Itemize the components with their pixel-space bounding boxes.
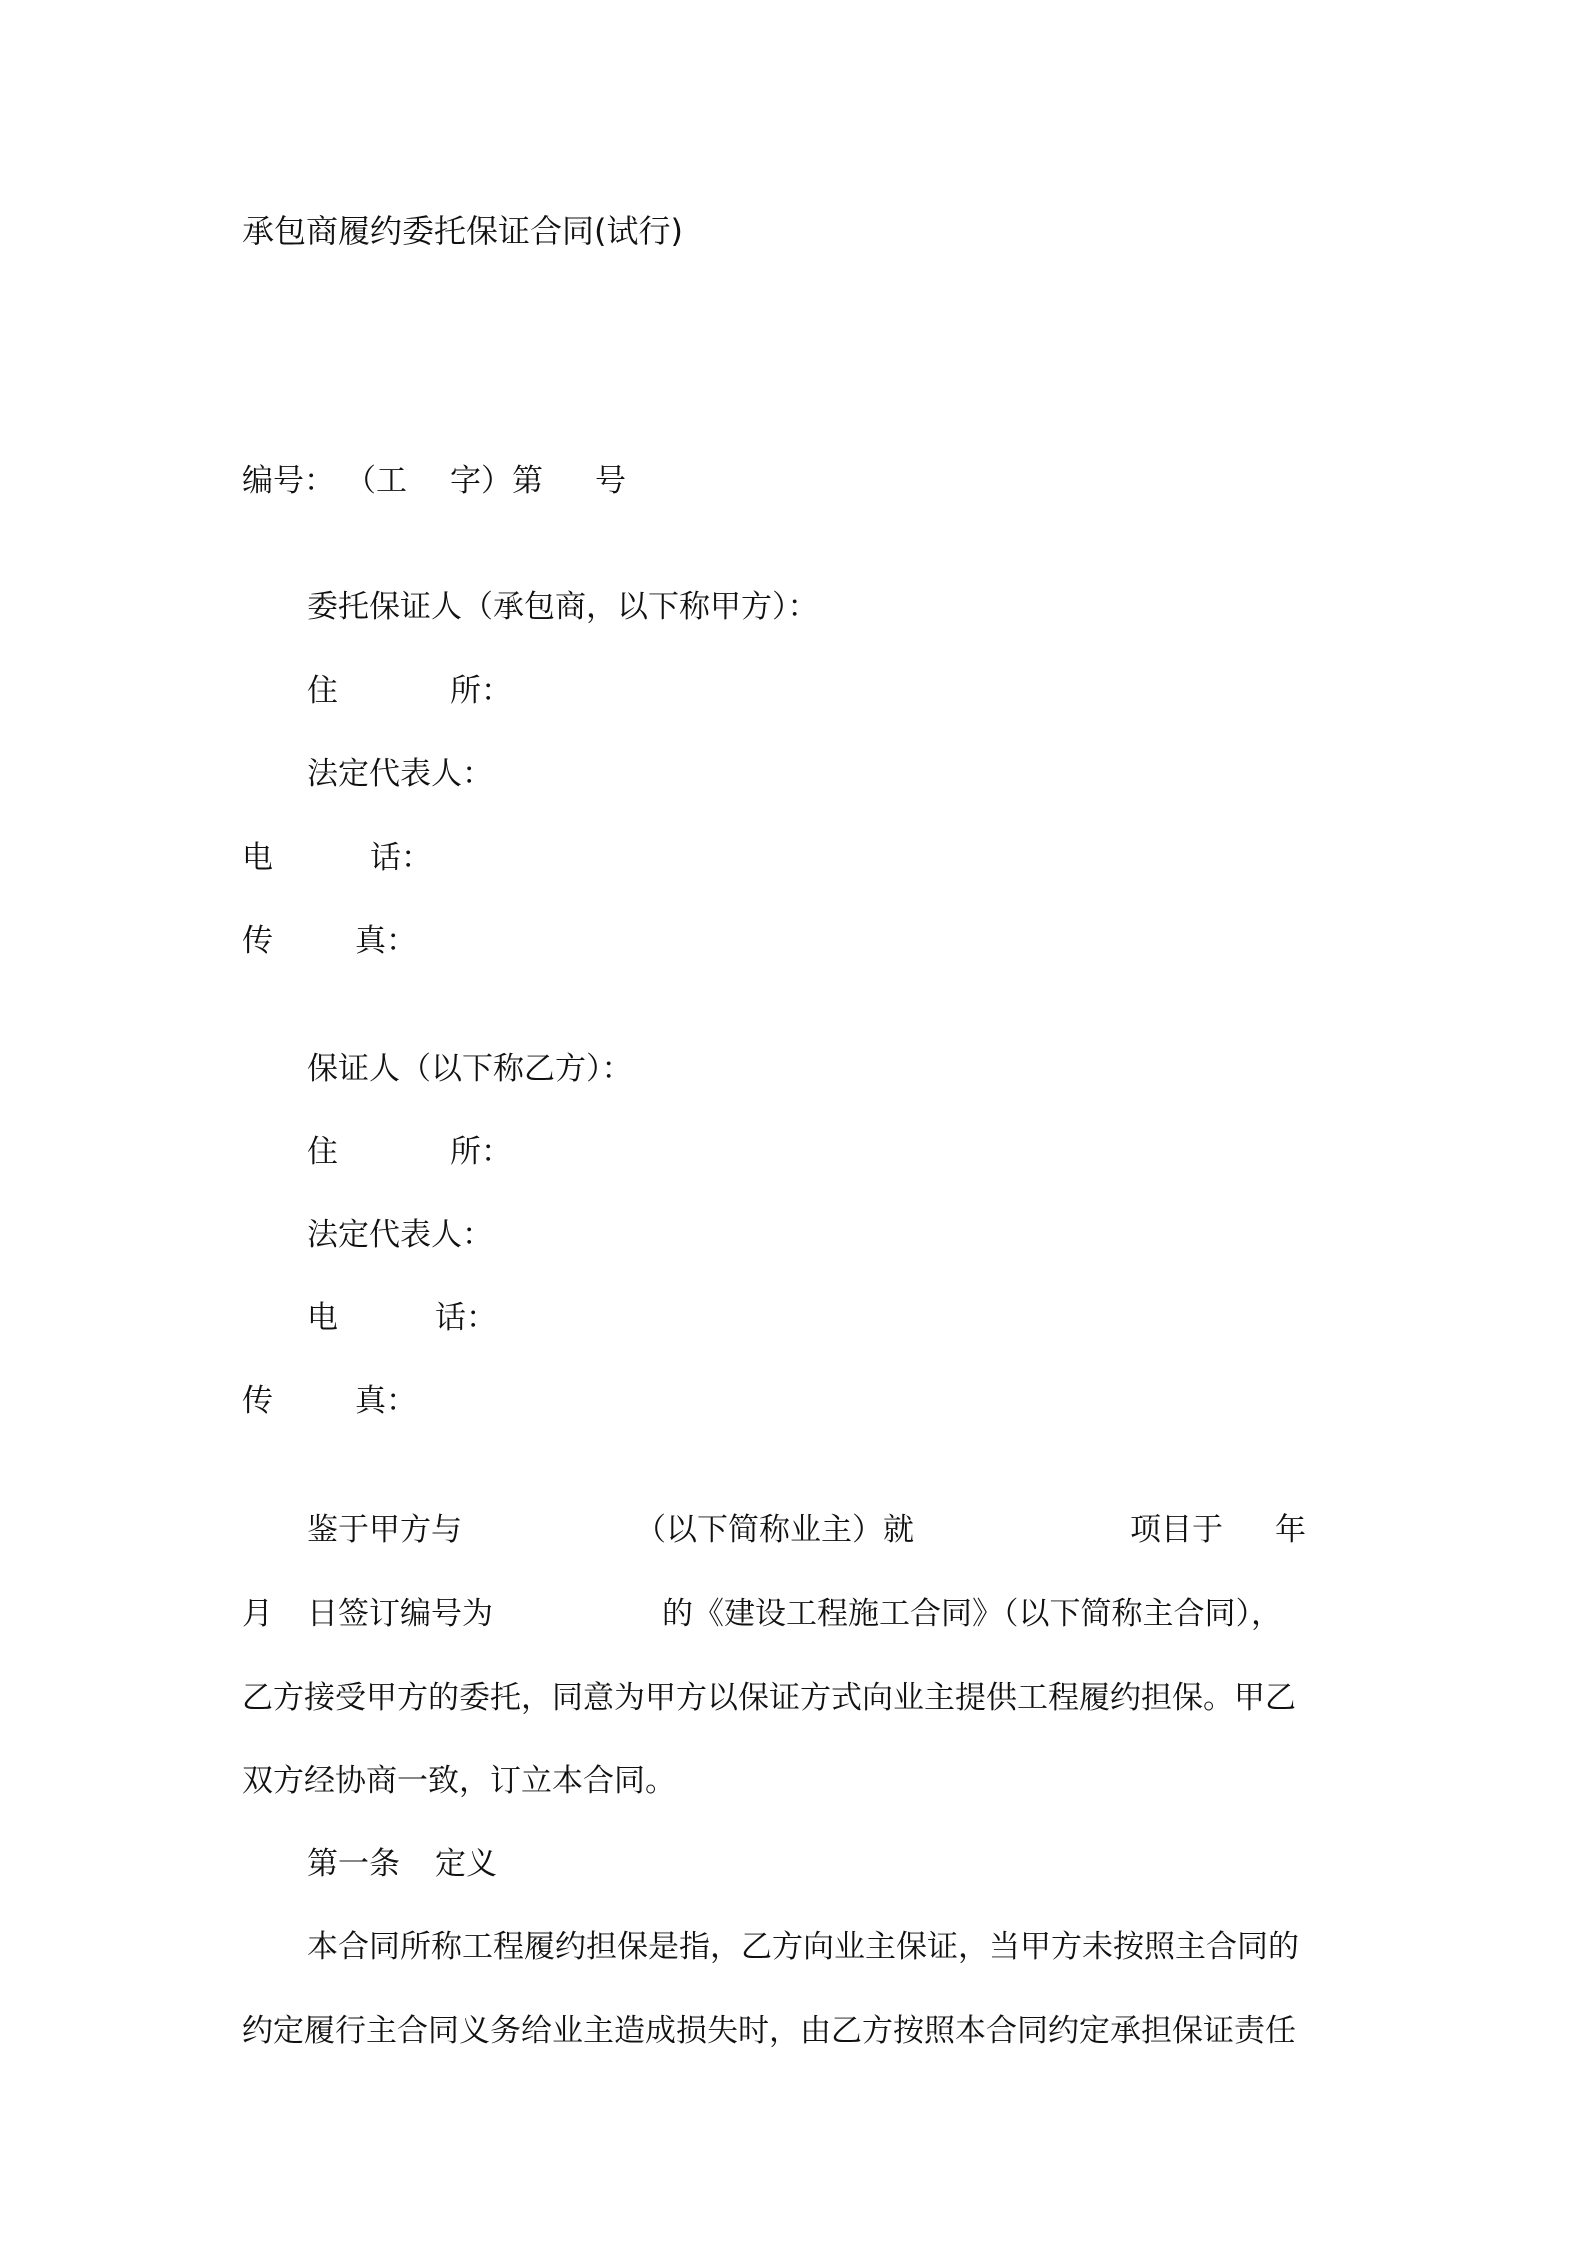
article-1-number: 第一条 bbox=[307, 1846, 400, 1882]
recital-3: 乙方接受甲方的委托，同意为甲方以保证方式向业主提供工程履约担保。甲乙 bbox=[242, 1680, 1296, 1716]
party-b-phone-label-1: 电 bbox=[307, 1300, 338, 1336]
party-b-address-label-1: 住 bbox=[307, 1134, 338, 1170]
recital-2b: 日签订编号为 bbox=[307, 1596, 493, 1632]
recital-2a: 月 bbox=[242, 1596, 273, 1632]
party-b-address-label-2: 所： bbox=[450, 1134, 512, 1170]
number-zi: 字）第 bbox=[450, 463, 543, 499]
party-b-fax-label-2: 真： bbox=[355, 1383, 417, 1419]
recital-1d: 年 bbox=[1275, 1512, 1306, 1548]
article-1-title: 定义 bbox=[435, 1846, 497, 1882]
party-a-address-label-1: 住 bbox=[307, 673, 338, 709]
recital-1c: 项目于 bbox=[1130, 1512, 1223, 1548]
party-a-address-label-2: 所： bbox=[450, 673, 512, 709]
party-a-legal-rep-label: 法定代表人： bbox=[307, 756, 493, 792]
article-1-text-1: 本合同所称工程履约担保是指，乙方向业主保证，当甲方未按照主合同的 bbox=[307, 1929, 1299, 1965]
number-open: （工 bbox=[345, 463, 407, 499]
recital-4: 双方经协商一致，订立本合同。 bbox=[242, 1763, 676, 1799]
title-text: 承包商履约委托保证合同(试行) bbox=[242, 212, 683, 250]
number-label: 编号： bbox=[242, 463, 335, 499]
party-a-fax-label-1: 传 bbox=[242, 923, 273, 959]
party-b-fax-label-1: 传 bbox=[242, 1383, 273, 1419]
party-a-phone-label-1: 电 bbox=[242, 840, 273, 876]
party-b-legal-rep-label: 法定代表人： bbox=[307, 1217, 493, 1253]
article-1-text-2: 约定履行主合同义务给业主造成损失时，由乙方按照本合同约定承担保证责任 bbox=[242, 2013, 1296, 2049]
number-hao: 号 bbox=[595, 463, 626, 499]
party-a-heading-text: 委托保证人（承包商，以下称甲方）： bbox=[307, 589, 819, 625]
party-b-phone-label-2: 话： bbox=[435, 1300, 497, 1336]
party-a-fax-label-2: 真： bbox=[355, 923, 417, 959]
party-b-heading-text: 保证人（以下称乙方）： bbox=[307, 1051, 633, 1087]
party-a-phone-label-2: 话： bbox=[370, 840, 432, 876]
recital-1a: 鉴于甲方与 bbox=[307, 1512, 462, 1548]
recital-1b: （以下简称业主）就 bbox=[635, 1512, 914, 1548]
recital-2c: 的《建设工程施工合同》（以下简称主合同）， bbox=[662, 1596, 1282, 1632]
